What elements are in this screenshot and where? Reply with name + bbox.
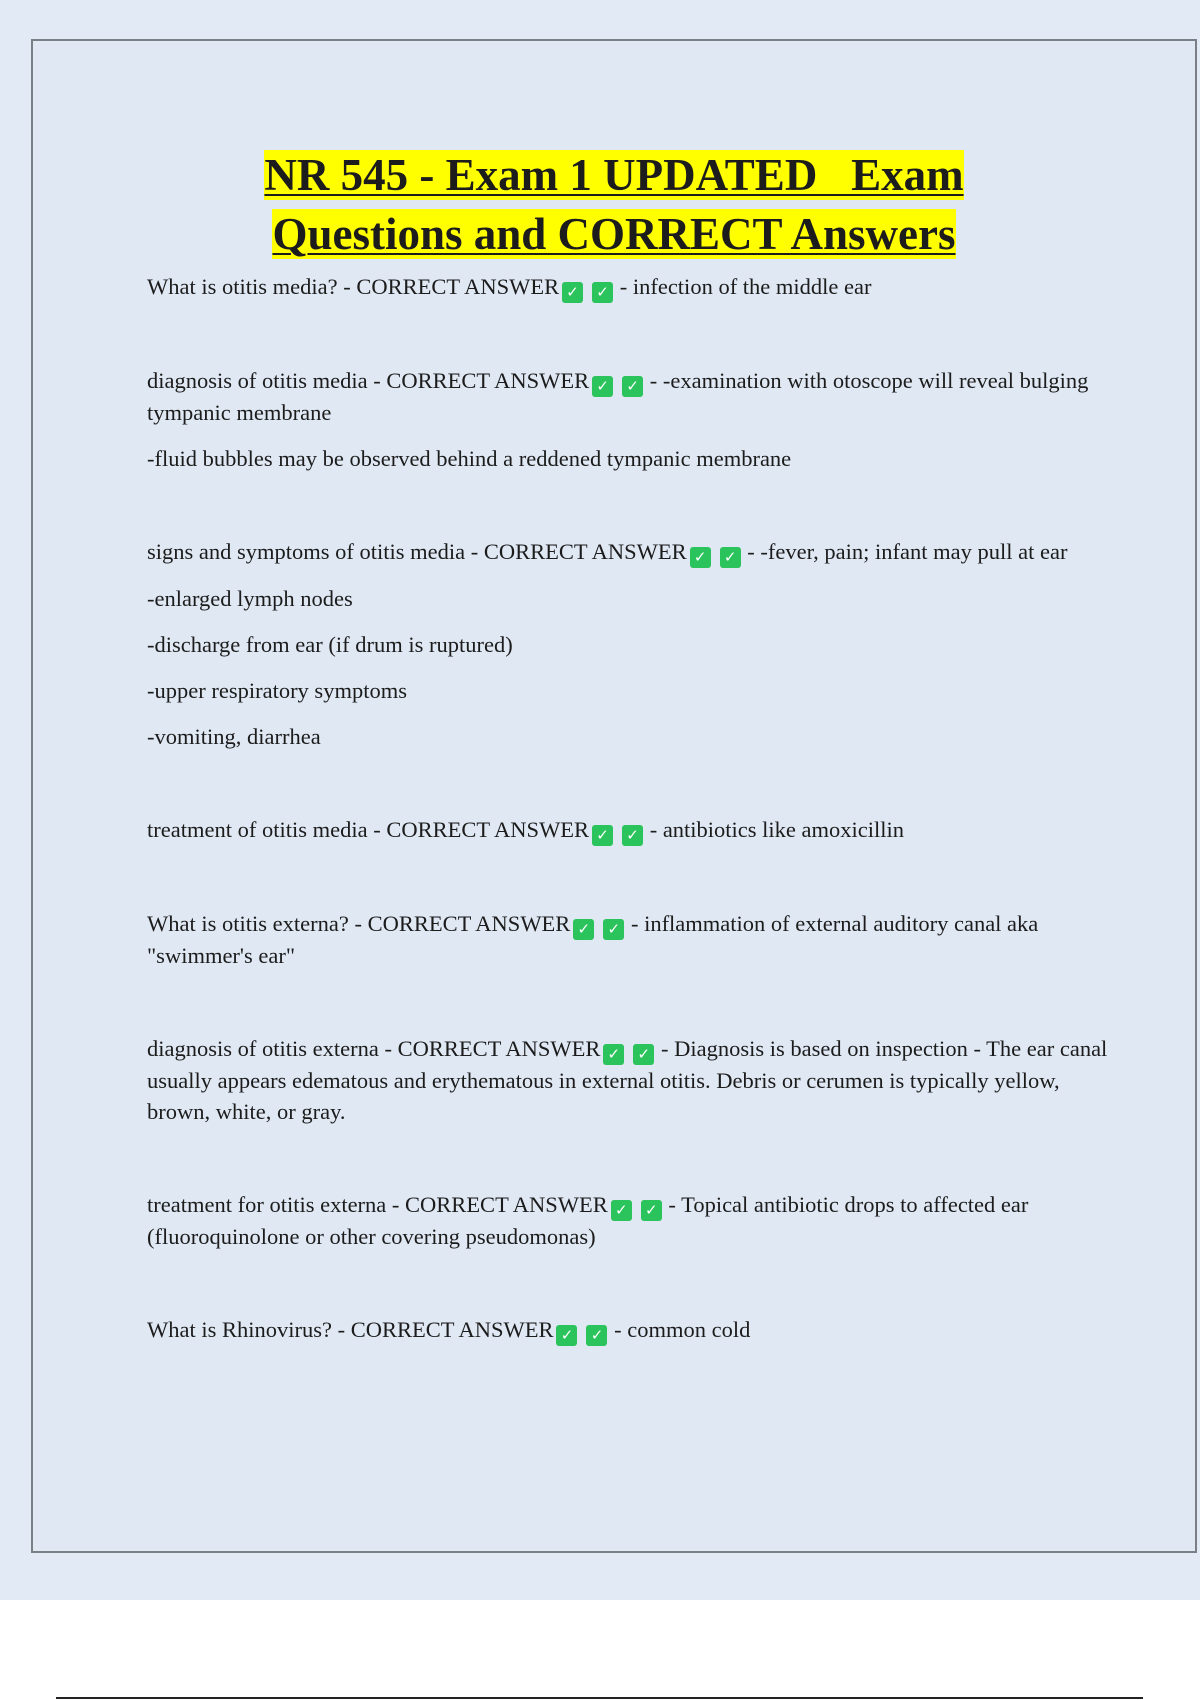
qa-first-line: diagnosis of otitis media - CORRECT ANSWER ✓ ✓ - -examination with otoscope will reveal bulging tympanic membrane	[147, 368, 1089, 425]
question-text: diagnosis of otitis media	[147, 368, 368, 393]
answer-text: -fever, pain; infant may pull at ear	[760, 539, 1068, 564]
answer-marker: CORRECT ANSWER	[405, 1192, 608, 1217]
qa-first-line: treatment for otitis externa - CORRECT ANSWER ✓ ✓ - Topical antibiotic drops to affected ear (fluoroquinolone or other covering pseudomonas)	[147, 1192, 1029, 1249]
qa-item	[147, 814, 1127, 846]
qa-first-line: diagnosis of otitis externa - CORRECT ANSWER ✓ ✓ - Diagnosis is based on inspection - The ear canal usually appears edematous and erythematous in external otitis. Debris or cerumen is typically yellow, brown, white, or gray.	[147, 1036, 1108, 1124]
check-mark-icon: ✓	[592, 376, 613, 397]
check-mark-icon: ✓	[622, 376, 643, 397]
qa-item	[147, 1189, 1127, 1252]
qa-first-line: What is Rhinovirus? - CORRECT ANSWER ✓ ✓ - common cold	[147, 1317, 751, 1344]
check-mark-icon: ✓	[633, 1044, 654, 1065]
answer-line: -enlarged lymph nodes	[147, 586, 353, 611]
answer-marker: CORRECT ANSWER	[386, 368, 590, 393]
answer-marker: CORRECT ANSWER	[483, 539, 687, 564]
check-mark-icon: ✓	[603, 919, 624, 940]
title-line-2: Questions and CORRECT Answers	[272, 209, 956, 259]
answer-marker: CORRECT ANSWER	[386, 817, 590, 842]
qa-item	[147, 365, 1127, 474]
check-mark-icon: ✓	[690, 547, 711, 568]
qa-first-line: What is otitis media? - CORRECT ANSWER ✓ ✓ - infection of the middle ear	[147, 274, 872, 301]
question-text: treatment for otitis externa	[147, 1192, 387, 1217]
answer-line: -vomiting, diarrhea	[147, 724, 321, 749]
answer-marker: CORRECT ANSWER	[397, 1036, 601, 1061]
check-mark-icon: ✓	[573, 919, 594, 940]
answer-text: -examination with otoscope will reveal bulging tympanic membrane	[147, 368, 1089, 425]
check-mark-icon: ✓	[556, 1325, 577, 1346]
qa-list	[147, 271, 1127, 1408]
answer-marker: CORRECT ANSWER	[367, 911, 571, 936]
page-title	[33, 146, 1195, 264]
answer-text: antibiotics like amoxicillin	[662, 817, 905, 842]
question-text: signs and symptoms of otitis media	[147, 539, 466, 564]
check-mark-icon: ✓	[603, 1044, 624, 1065]
answer-text: Topical antibiotic drops to affected ear (fluoroquinolone or other covering pseudomonas)	[147, 1192, 1029, 1249]
qa-item	[147, 908, 1127, 971]
check-mark-icon: ✓	[562, 282, 583, 303]
answer-line: -fluid bubbles may be observed behind a reddened tympanic membrane	[147, 446, 792, 471]
document-page	[31, 39, 1197, 1553]
question-text: treatment of otitis media	[147, 817, 368, 842]
check-mark-icon: ✓	[611, 1200, 632, 1221]
qa-first-line: treatment of otitis media - CORRECT ANSWER ✓ ✓ - antibiotics like amoxicillin	[147, 817, 905, 844]
check-mark-icon: ✓	[622, 825, 643, 846]
title-line-1: NR 545 - Exam 1 UPDATED Exam	[264, 150, 964, 200]
qa-first-line: signs and symptoms of otitis media - CORRECT ANSWER ✓ ✓ - -fever, pain; infant may pull at ear	[147, 539, 1068, 566]
check-mark-icon: ✓	[592, 825, 613, 846]
answer-line: -discharge from ear (if drum is ruptured)	[147, 632, 513, 657]
check-mark-icon: ✓	[586, 1325, 607, 1346]
question-text: diagnosis of otitis externa	[147, 1036, 379, 1061]
qa-item	[147, 536, 1127, 752]
answer-text: common cold	[627, 1317, 751, 1342]
answer-text: Diagnosis is based on inspection - The ear canal usually appears edematous and erythematous in external otitis. Debris or cerumen is typically yellow, brown, white, or gray.	[147, 1036, 1108, 1124]
qa-item	[147, 271, 1127, 303]
question-text: What is otitis externa?	[147, 911, 349, 936]
answer-text: infection of the middle ear	[632, 274, 872, 299]
qa-item	[147, 1033, 1127, 1127]
question-text: What is Rhinovirus?	[147, 1317, 332, 1342]
footer-divider	[56, 1697, 1143, 1699]
check-mark-icon: ✓	[641, 1200, 662, 1221]
check-mark-icon: ✓	[592, 282, 613, 303]
answer-text: inflammation of external auditory canal aka "swimmer's ear"	[147, 911, 1039, 968]
check-mark-icon: ✓	[720, 547, 741, 568]
answer-marker: CORRECT ANSWER	[350, 1317, 554, 1342]
qa-first-line: What is otitis externa? - CORRECT ANSWER ✓ ✓ - inflammation of external auditory canal aka "swimmer's ear"	[147, 911, 1039, 968]
answer-marker: CORRECT ANSWER	[356, 274, 560, 299]
answer-line: -upper respiratory symptoms	[147, 678, 407, 703]
qa-item	[147, 1314, 1127, 1346]
question-text: What is otitis media?	[147, 274, 338, 299]
